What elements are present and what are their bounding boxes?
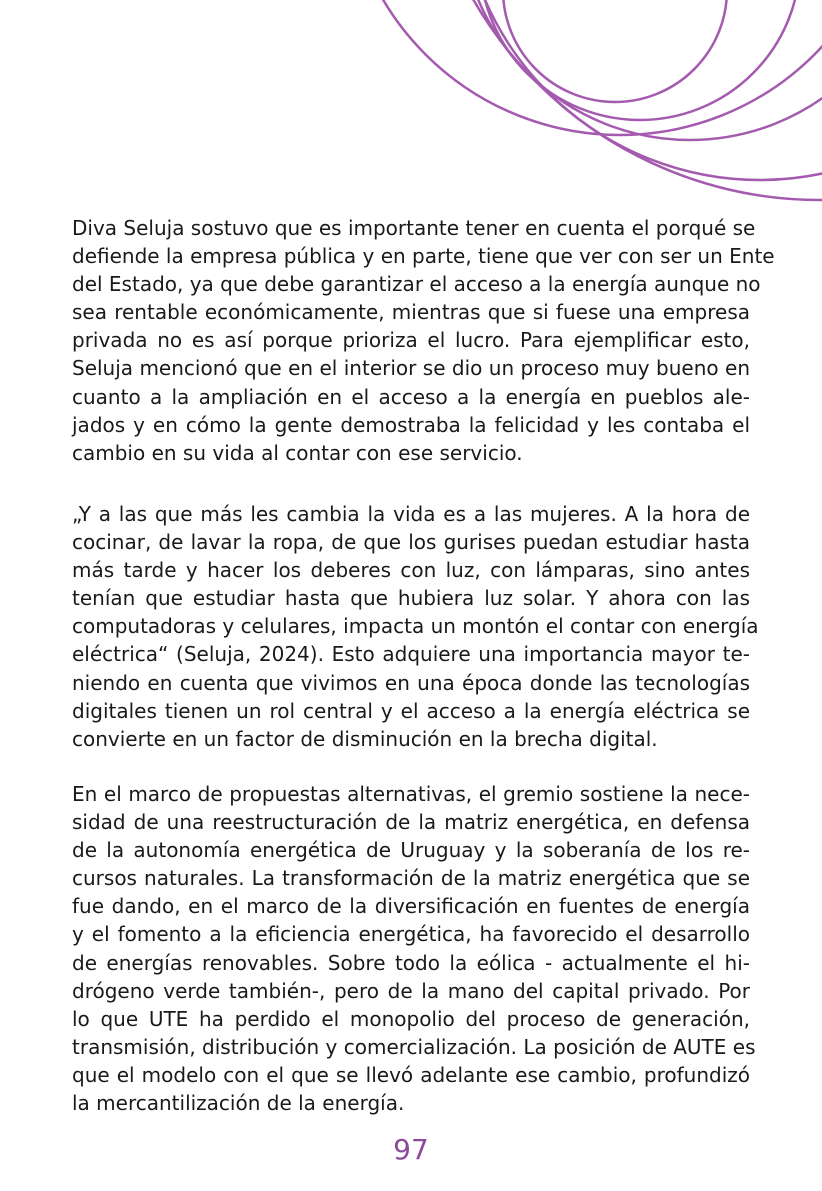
page-number: 97	[393, 1133, 429, 1166]
paragraph-line: y el fomento a la eficiencia energética, ha favorecido el desarrollo	[72, 922, 750, 947]
paragraph-line: la mercantilización de la energía.	[72, 1091, 405, 1116]
paragraph-line: computadoras y celulares, impacta un montón el contar con energía	[72, 614, 759, 639]
paragraph-line: eléctrica“ (Seluja, 2024). Esto adquiere una importancia mayor te-	[72, 642, 750, 667]
paragraph-line: de la autonomía energética de Uruguay y la soberanía de los re-	[72, 838, 750, 863]
paragraph-line: que el modelo con el que se llevó adelante ese cambio, profundizó	[72, 1062, 750, 1087]
paragraph-line: convierte en un factor de disminución en la brecha digital.	[72, 726, 658, 751]
paragraph-line: cocinar, de lavar la ropa, de que los gurises puedan estudiar hasta	[72, 530, 750, 555]
paragraph-line: digitales tienen un rol central y el acceso a la energía eléctrica se	[72, 698, 750, 723]
paragraph-line: sea rentable económicamente, mientras que si fuese una empresa	[72, 300, 750, 325]
paragraph-line: cuanto a la ampliación en el acceso a la energía en pueblos ale-	[72, 384, 750, 409]
paragraph-line: más tarde y hacer los deberes con luz, con lámparas, sino antes	[72, 558, 750, 583]
paragraph-line: tenían que estudiar hasta que hubiera luz solar. Y ahora con las	[72, 586, 750, 611]
paragraph-line: de energías renovables. Sobre todo la eólica - actualmente el hi-	[72, 950, 750, 975]
paragraph-line: transmisión, distribución y comercialización. La posición de AUTE es	[72, 1034, 756, 1059]
paragraph-line: privada no es así porque prioriza el lucro. Para ejemplificar esto,	[72, 328, 750, 353]
paragraph-line: sidad de una reestructuración de la matriz energética, en defensa	[72, 810, 750, 835]
paragraph-line: Diva Seluja sostuvo que es importante tener en cuenta el porqué se	[72, 216, 756, 240]
paragraph-line: Seluja mencionó que en el interior se dio un proceso muy bueno en	[72, 356, 750, 381]
paragraph-line: En el marco de propuestas alternativas, el gremio sostiene la nece-	[72, 782, 750, 806]
paragraph-line: del Estado, ya que debe garantizar el acceso a la energía aunque no	[72, 272, 761, 297]
decorative-circles	[0, 0, 822, 210]
paragraph-line: drógeno verde también-, pero de la mano del capital privado. Por	[72, 978, 750, 1003]
paragraph-line: cursos naturales. La transformación de la matriz energética que se	[72, 866, 750, 891]
paragraph-2	[72, 500, 759, 753]
paragraph-line: cambio en su vida al contar con ese servicio.	[72, 440, 523, 465]
paragraph-1	[72, 214, 775, 467]
paragraph-line: niendo en cuenta que vivimos en una época donde las tecnologías	[72, 670, 750, 695]
paragraph-line: „Y a las que más les cambia la vida es a las mujeres. A la hora de	[72, 502, 750, 526]
decor-circle-1	[503, 0, 727, 102]
paragraph-line: defiende la empresa pública y en parte, tiene que ver con ser un Ente	[72, 244, 775, 269]
paragraph-3	[72, 780, 756, 1117]
decor-circle-5	[460, 0, 822, 180]
paragraph-line: jados y en cómo la gente demostraba la felicidad y les contaba el	[72, 412, 750, 437]
decor-circle-6	[420, 0, 822, 200]
paragraph-line: lo que UTE ha perdido el monopolio del proceso de generación,	[72, 1006, 750, 1031]
paragraph-line: fue dando, en el marco de la diversificación en fuentes de energía	[72, 894, 750, 919]
